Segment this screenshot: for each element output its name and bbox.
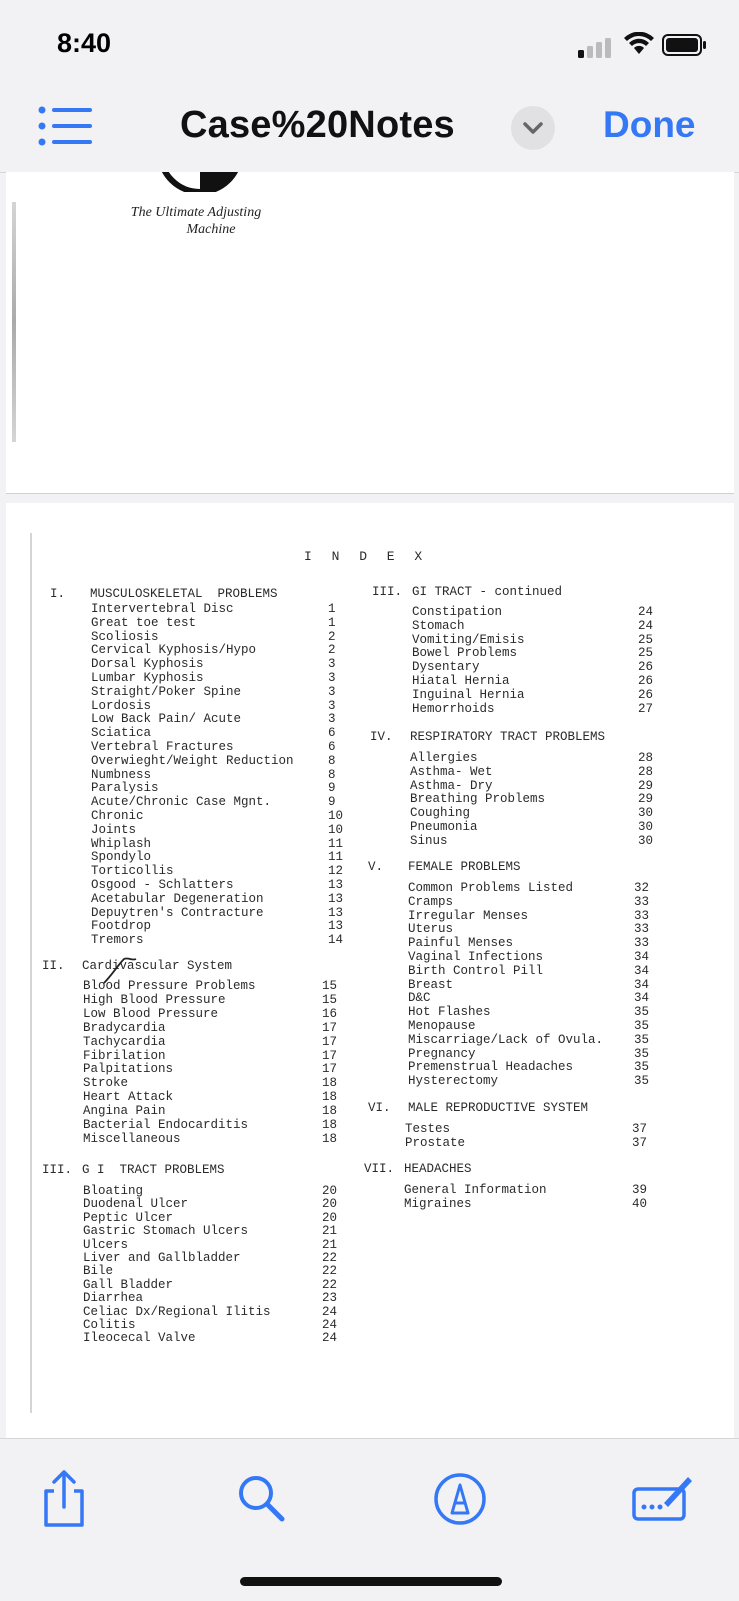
entry-label: Straight/Poker Spine	[91, 684, 242, 699]
logo-image	[156, 172, 244, 192]
entry-page-number: 6	[328, 740, 336, 754]
logo-caption-line1: The Ultimate Adjusting	[130, 205, 262, 220]
entry-page-number: 3	[328, 684, 336, 699]
entry-page-number: 18	[322, 1090, 338, 1105]
entry-page-number: 3	[328, 671, 336, 685]
entry-label: Menopause	[408, 1019, 476, 1033]
entry-page-number: 27	[638, 701, 654, 716]
entry-label: Tremors	[91, 933, 144, 948]
entry-page-number: 6	[328, 726, 336, 741]
entry-page-number: 18	[322, 1118, 338, 1132]
section-title: G I TRACT PROBLEMS	[82, 1163, 225, 1177]
entry-page-number: 3	[328, 657, 336, 672]
entry-label: Miscarriage/Lack of Ovula.	[408, 1032, 604, 1047]
entry-label: Lordosis	[91, 698, 152, 713]
entry-label: Hysterectomy	[408, 1074, 499, 1089]
entry-label: Pregnancy	[408, 1046, 476, 1061]
entry-label: Inguinal Hernia	[412, 687, 525, 702]
entry-page-number: 13	[328, 905, 344, 920]
entry-label: Stroke	[83, 1076, 129, 1091]
section-heading	[372, 585, 562, 599]
section-number: VII.	[364, 1162, 395, 1176]
entry-label: Chronic	[91, 809, 144, 823]
entry-page-number: 32	[634, 881, 650, 895]
entry-page-number: 35	[634, 1019, 650, 1033]
share-button[interactable]	[34, 1469, 94, 1529]
entry-page-number: 17	[322, 1020, 338, 1035]
entry-label: Depuytren's Contracture	[91, 905, 264, 920]
entry-label: Hemorrhoids	[412, 701, 495, 716]
entry-page-number: 15	[322, 979, 338, 993]
entry-label: Intervertebral Disc	[91, 602, 234, 616]
battery-icon	[662, 34, 708, 56]
entry-label: Acetabular Degeneration	[91, 891, 264, 906]
entry-label: Angina Pain	[83, 1104, 166, 1119]
entry-page-number: 14	[328, 933, 344, 948]
entry-page-number: 35	[634, 1046, 650, 1061]
entry-label: Asthma- Dry	[410, 778, 493, 793]
entry-page-number: 37	[632, 1135, 648, 1150]
entry-label: Cervical Kyphosis/Hypo	[91, 643, 257, 658]
entry-label: Bile	[83, 1264, 114, 1279]
entry-label: Great toe test	[91, 615, 197, 630]
entry-label: Stomach	[412, 618, 465, 633]
entry-page-number: 9	[328, 795, 336, 810]
status-bar	[0, 0, 739, 90]
entry-page-number: 20	[322, 1184, 338, 1198]
entry-label: Premenstrual Headaches	[408, 1060, 574, 1075]
section-title: MALE REPRODUCTIVE SYSTEM	[408, 1101, 589, 1115]
document-title: Case%20Notes	[180, 104, 455, 146]
wifi-icon	[624, 32, 654, 56]
entry-label: Osgood - Schlatters	[91, 878, 234, 892]
entry-page-number: 30	[638, 806, 654, 821]
section-number: VI.	[368, 1101, 391, 1115]
index-heading: I N D E X	[304, 549, 429, 564]
document-page-1	[6, 172, 734, 494]
entry-label: Prostate	[405, 1135, 466, 1150]
entry-page-number: 24	[322, 1318, 338, 1332]
section-number: IV.	[370, 730, 393, 744]
entry-page-number: 24	[638, 618, 654, 633]
entry-page-number: 22	[322, 1277, 338, 1292]
done-button[interactable]: Done	[603, 104, 696, 145]
entry-label: Vaginal Infections	[408, 950, 544, 964]
entry-page-number: 18	[322, 1104, 338, 1119]
entry-page-number: 11	[328, 850, 344, 865]
section-number: III.	[42, 1163, 73, 1177]
entry-label: Miscellaneous	[83, 1131, 181, 1146]
section-heading	[368, 1101, 588, 1115]
section-number: I.	[50, 587, 66, 601]
entry-label: Testes	[405, 1122, 451, 1136]
entry-label: Fibrilation	[83, 1048, 166, 1063]
search-button[interactable]	[232, 1469, 292, 1529]
entry-page-number: 17	[322, 1062, 338, 1077]
entry-label: Overwieght/Weight Reduction	[91, 753, 294, 768]
entry-page-number: 20	[322, 1197, 338, 1212]
entry-label: High Blood Pressure	[83, 992, 226, 1007]
entry-label: General Information	[404, 1183, 547, 1197]
entry-page-number: 26	[638, 660, 654, 675]
entry-label: Allergies	[410, 751, 478, 765]
section-title: FEMALE PROBLEMS	[408, 860, 521, 874]
entry-page-number: 18	[322, 1076, 338, 1091]
entry-label: Bowel Problems	[412, 646, 518, 661]
entry-label: Tachycardia	[83, 1034, 166, 1049]
entry-label: Migraines	[404, 1196, 472, 1211]
entry-label: Paralysis	[91, 781, 159, 796]
entry-page-number: 17	[322, 1048, 338, 1063]
entry-page-number: 1	[328, 602, 336, 616]
entry-label: Footdrop	[91, 919, 152, 934]
entry-page-number: 13	[328, 891, 344, 906]
entry-page-number: 26	[638, 687, 654, 702]
entry-label: Sinus	[410, 833, 448, 848]
entry-label: Pneumonia	[410, 820, 478, 834]
entry-label: Joints	[91, 822, 137, 837]
entry-page-number: 13	[328, 919, 344, 934]
logo-caption	[106, 204, 286, 238]
entry-label: Common Problems Listed	[408, 881, 574, 895]
entry-page-number: 13	[328, 878, 344, 892]
entry-page-number: 35	[634, 1005, 650, 1020]
entry-label: Constipation	[412, 605, 503, 619]
entry-page-number: 10	[328, 809, 344, 823]
logo-caption-line2: Machine	[186, 222, 236, 237]
entry-page-number: 34	[634, 991, 650, 1006]
entry-label: Acute/Chronic Case Mgnt.	[91, 795, 272, 810]
entry-label: Whiplash	[91, 836, 152, 851]
entry-page-number: 35	[634, 1074, 650, 1089]
entry-page-number: 25	[638, 646, 654, 661]
section-number: V.	[368, 860, 384, 874]
section-heading	[50, 587, 278, 601]
entry-page-number: 2	[328, 629, 336, 644]
entry-label: Liver and Gallbladder	[83, 1251, 241, 1265]
section-title: Cardivascular System	[82, 959, 233, 973]
entry-page-number: 39	[632, 1183, 648, 1197]
entry-label: Ulcers	[83, 1237, 129, 1252]
entry-page-number: 33	[634, 894, 650, 909]
section-title: MUSCULOSKELETAL PROBLEMS	[90, 587, 278, 601]
entry-page-number: 37	[632, 1122, 648, 1136]
entry-label: Gall Bladder	[83, 1277, 174, 1292]
section-heading	[368, 860, 521, 874]
entry-label: Torticollis	[91, 864, 174, 879]
entry-label: Diarrhea	[83, 1291, 144, 1306]
entry-page-number: 35	[634, 1032, 650, 1047]
entry-page-number: 10	[328, 822, 344, 837]
entry-label: Bacterial Endocarditis	[83, 1118, 249, 1132]
scan-edge	[30, 533, 32, 1413]
entry-label: Ileocecal Valve	[83, 1331, 196, 1346]
section-heading	[370, 730, 605, 744]
entry-label: Vertebral Fractures	[91, 740, 234, 754]
entry-page-number: 29	[638, 792, 654, 807]
entry-page-number: 34	[634, 977, 650, 992]
entry-page-number: 20	[322, 1210, 338, 1225]
handwritten-mark	[102, 955, 142, 985]
entry-page-number: 24	[322, 1331, 338, 1346]
entry-label: Cramps	[408, 894, 454, 909]
entry-page-number: 8	[328, 753, 336, 768]
entry-label: Painful Menses	[408, 936, 514, 951]
entry-page-number: 23	[322, 1291, 338, 1306]
entry-page-number: 33	[634, 922, 650, 937]
entry-page-number: 22	[322, 1251, 338, 1265]
entry-label: Colitis	[83, 1318, 136, 1332]
entry-label: Lumbar Kyphosis	[91, 671, 204, 685]
entry-label: Duodenal Ulcer	[83, 1197, 189, 1212]
list-icon[interactable]	[38, 104, 94, 148]
entry-page-number: 34	[634, 963, 650, 978]
entry-label: Sciatica	[91, 726, 152, 741]
entry-label: Hiatal Hernia	[412, 674, 510, 688]
entry-label: Peptic Ulcer	[83, 1210, 174, 1225]
entry-page-number: 26	[638, 674, 654, 688]
entry-label: Spondylo	[91, 850, 152, 865]
entry-label: Celiac Dx/Regional Ilitis	[83, 1304, 271, 1319]
entry-label: Bloating	[83, 1184, 144, 1198]
entry-label: Bradycardia	[83, 1020, 166, 1035]
entry-page-number: 9	[328, 781, 336, 796]
signature-icon	[630, 1469, 694, 1529]
entry-label: Low Blood Pressure	[83, 1006, 219, 1021]
section-heading	[364, 1162, 472, 1176]
scan-edge	[12, 202, 16, 442]
section-number: II.	[42, 959, 65, 973]
markup-pen-icon	[430, 1469, 490, 1529]
entry-label: Vomiting/Emisis	[412, 632, 525, 647]
entry-page-number: 12	[328, 864, 344, 879]
entry-label: Breathing Problems	[410, 792, 546, 807]
entry-label: Asthma- Wet	[410, 764, 493, 779]
entry-label: Numbness	[91, 767, 152, 782]
entry-page-number: 28	[638, 764, 654, 779]
section-number: III.	[372, 585, 403, 599]
entry-page-number: 35	[634, 1060, 650, 1075]
entry-label: Dorsal Kyphosis	[91, 657, 204, 672]
entry-label: Irregular Menses	[408, 908, 529, 923]
signature-button[interactable]	[630, 1469, 690, 1529]
chevron-down-icon	[511, 106, 555, 150]
entry-page-number: 30	[638, 820, 654, 834]
home-indicator	[240, 1577, 502, 1586]
entry-label: Low Back Pain/ Acute	[91, 712, 242, 727]
entry-label: Gastric Stomach Ulcers	[83, 1224, 249, 1239]
entry-label: Birth Control Pill	[408, 963, 544, 978]
entry-page-number: 25	[638, 632, 654, 647]
entry-page-number: 33	[634, 936, 650, 951]
section-title: RESPIRATORY TRACT PROBLEMS	[410, 730, 606, 744]
entry-page-number: 1	[328, 615, 336, 630]
entry-label: Hot Flashes	[408, 1005, 491, 1020]
entry-label: D&C	[408, 991, 431, 1006]
entry-page-number: 40	[632, 1196, 648, 1211]
entry-page-number: 22	[322, 1264, 338, 1279]
entry-page-number: 29	[638, 778, 654, 793]
entry-page-number: 16	[322, 1006, 338, 1021]
navigation-bar	[0, 90, 739, 173]
entry-page-number: 21	[322, 1237, 338, 1252]
section-heading	[42, 1163, 225, 1177]
entry-page-number: 3	[328, 698, 336, 713]
entry-page-number: 15	[322, 992, 338, 1007]
entry-page-number: 2	[328, 643, 336, 658]
cellular-signal-icon	[578, 36, 614, 58]
markup-button[interactable]	[430, 1469, 490, 1529]
share-icon	[34, 1469, 94, 1529]
entry-label: Heart Attack	[83, 1090, 174, 1105]
title-menu-button[interactable]	[511, 106, 555, 150]
entry-label: Dysentary	[412, 660, 480, 675]
entry-page-number: 21	[322, 1224, 338, 1239]
entry-label: Blood Pressure Problems	[83, 979, 256, 993]
entry-label: Uterus	[408, 922, 454, 937]
entry-label: Scoliosis	[91, 629, 159, 644]
entry-page-number: 3	[328, 712, 336, 727]
entry-page-number: 18	[322, 1131, 338, 1146]
entry-page-number: 28	[638, 751, 654, 765]
entry-page-number: 34	[634, 950, 650, 964]
section-title: GI TRACT - continued	[412, 585, 563, 599]
search-icon	[232, 1469, 292, 1529]
entry-page-number: 8	[328, 767, 336, 782]
entry-label: Breast	[408, 977, 454, 992]
document-page-2	[6, 503, 734, 1438]
entry-label: Palpitations	[83, 1062, 174, 1077]
section-title: HEADACHES	[404, 1162, 472, 1176]
entry-page-number: 24	[322, 1304, 338, 1319]
entry-page-number: 17	[322, 1034, 338, 1049]
status-time: 8:40	[57, 28, 112, 58]
entry-page-number: 33	[634, 908, 650, 923]
entry-label: Coughing	[410, 806, 471, 821]
entry-page-number: 24	[638, 605, 654, 619]
entry-page-number: 30	[638, 833, 654, 848]
entry-page-number: 11	[328, 836, 344, 851]
